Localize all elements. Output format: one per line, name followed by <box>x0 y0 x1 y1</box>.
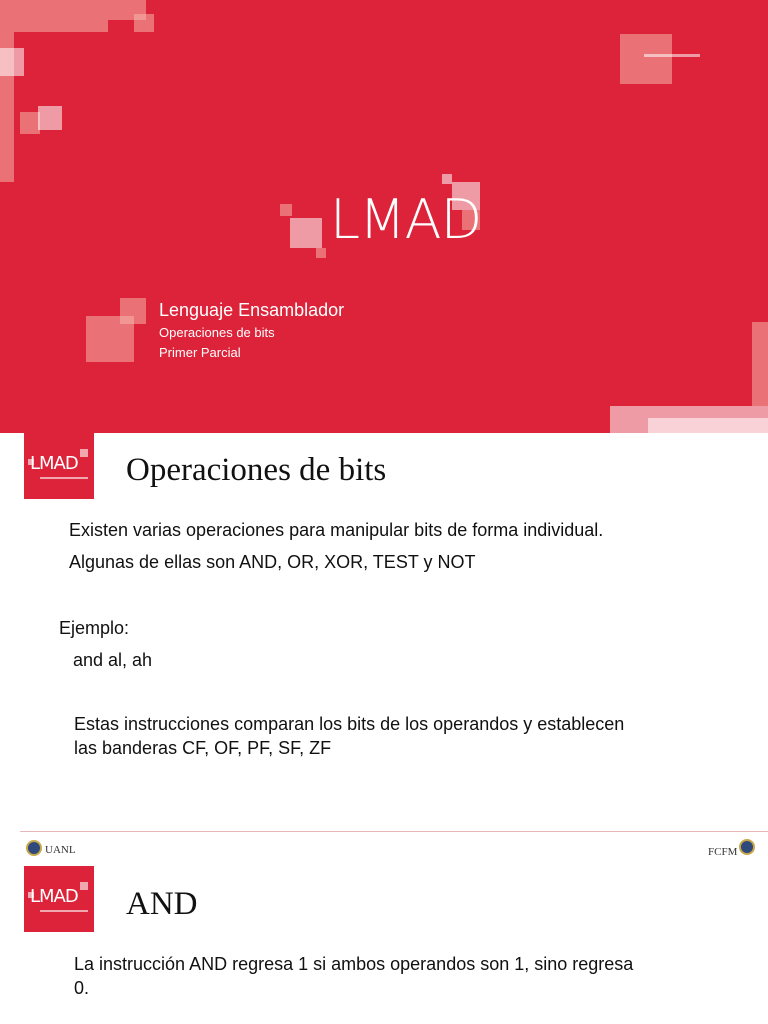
decor-line <box>644 54 700 57</box>
decor-square <box>316 248 326 258</box>
decor-square <box>38 106 62 130</box>
slide-subtitle: Primer Parcial <box>159 345 241 360</box>
decor-square <box>290 218 322 248</box>
fcfm-logo: FCFM <box>708 846 738 858</box>
lmad-logo-badge <box>24 433 94 499</box>
lmad-logo-text: LMAD <box>30 886 78 907</box>
decor-square <box>0 0 108 32</box>
example-code: and al, ah <box>73 650 153 670</box>
logo-caption-line <box>40 477 88 479</box>
page-title: Operaciones de bits <box>126 452 387 488</box>
lmad-logo-badge <box>24 866 94 932</box>
paragraph: 0. <box>74 978 90 998</box>
paragraph: La instrucción AND regresa 1 si ambos operandos son 1, sino regresa <box>74 954 634 974</box>
decor-square <box>86 316 134 362</box>
decor-square <box>0 48 24 76</box>
decor-square <box>80 882 88 890</box>
uanl-seal-icon <box>26 840 42 856</box>
page-title: AND <box>126 886 198 922</box>
fcfm-seal-icon <box>739 839 755 855</box>
paragraph: las banderas CF, OF, PF, SF, ZF <box>74 738 332 758</box>
lmad-logo: LMAD <box>330 188 482 251</box>
divider <box>20 831 768 832</box>
decor-square <box>620 34 672 84</box>
decor-square <box>80 449 88 457</box>
logo-caption-line <box>40 910 88 912</box>
title-slide <box>0 0 768 433</box>
decor-square <box>648 418 768 433</box>
uanl-logo: UANL <box>45 844 76 856</box>
example-label: Ejemplo: <box>59 618 130 638</box>
decor-square <box>442 174 452 184</box>
slide-subtitle: Operaciones de bits <box>159 325 275 340</box>
lmad-logo-text: LMAD <box>30 453 78 474</box>
slide-title: Lenguaje Ensamblador <box>159 300 345 320</box>
paragraph: Algunas de ellas son AND, OR, XOR, TEST y NOT <box>69 552 476 572</box>
paragraph: Existen varias operaciones para manipular bits de forma individual. <box>69 520 604 540</box>
decor-square <box>134 14 154 32</box>
decor-square <box>752 322 768 406</box>
decor-square <box>280 204 292 216</box>
decor-square <box>20 112 40 134</box>
paragraph: Estas instrucciones comparan los bits de los operandos y establecen <box>74 714 625 734</box>
